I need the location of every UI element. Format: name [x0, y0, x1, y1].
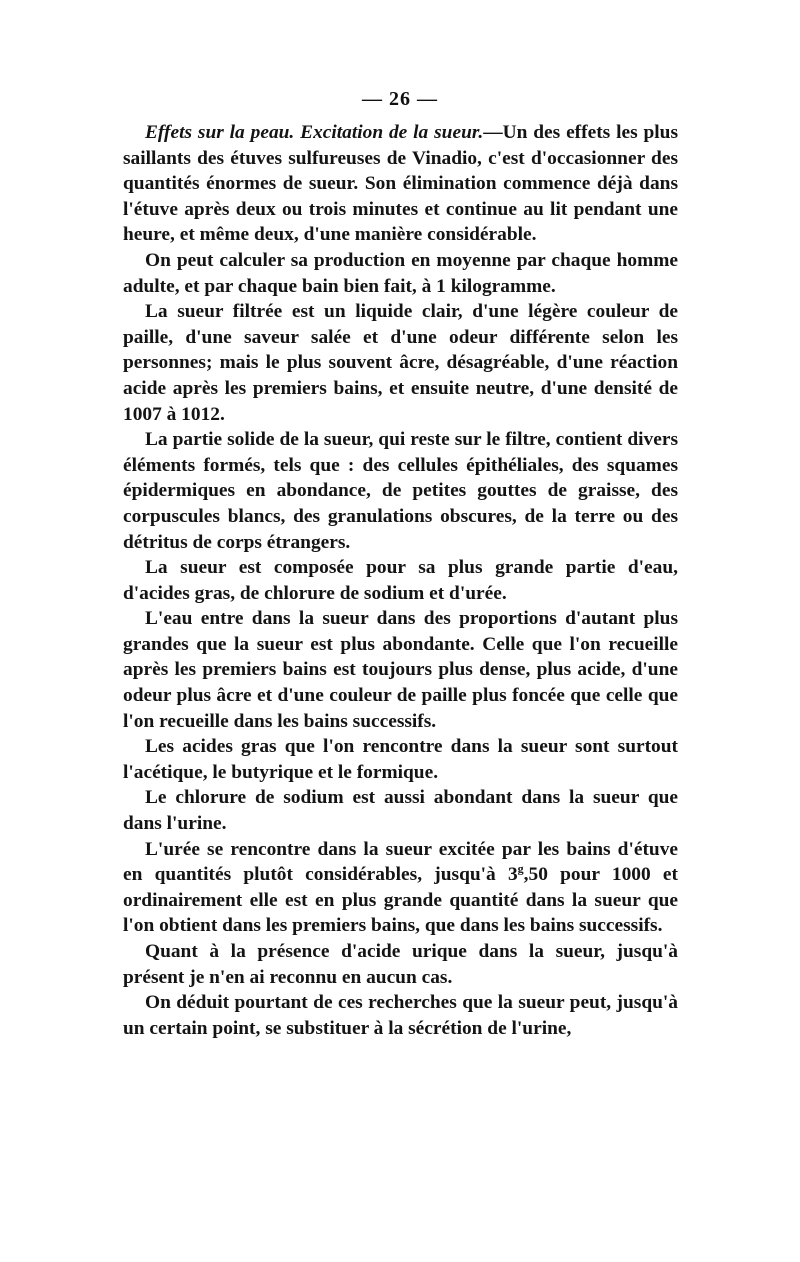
paragraph-sweat-excitation — [123, 120, 678, 248]
paragraph-composition: La sueur est composée pour sa plus grande partie d'eau, d'acides gras, de chlorure de sodium et d'urée. — [123, 557, 678, 604]
paragraph-solid-part: La partie solide de la sueur, qui reste sur le filtre, contient divers éléments formés, tels que : des cellules épithéliales, des squames épidermiques en abondance, de petites gouttes de graisse, des corpuscules blancs, des granulations obscures, de la terre ou des détritus de corps étrangers. — [123, 429, 678, 553]
paragraph-conclusion: On déduit pourtant de ces recherches que la sueur peut, jusqu'à un certain point, se substituer à la sécrétion de l'urine, — [123, 992, 678, 1039]
body-text — [123, 120, 678, 1041]
paragraph-production: On peut calculer sa production en moyenne par chaque homme adulte, et par chaque bain bien fait, à 1 kilogramme. — [123, 249, 678, 297]
page-number: — 26 — — [362, 88, 438, 110]
urea-text-before: L'urée se rencontre dans la sueur excitée par les bains d'étuve en quantités plutôt considérables, jusqu'à 3 — [123, 838, 678, 886]
unit-grams: g — [517, 861, 524, 876]
paragraph-fatty-acids: Les acides gras que l'on rencontre dans la sueur sont surtout l'acétique, le butyrique et le formique. — [123, 736, 678, 783]
paragraph-urea — [123, 837, 678, 939]
paragraph-text: —Un des effets les plus saillants des étuves sulfureuses de Vinadio, c'est d'occasionner des quantités énormes de sueur. Son élimination commence déjà dans l'étuve après deux ou trois minutes et continue au lit pendant une heure, et même deux, d'une manière considérable. — [123, 122, 678, 246]
paragraph-sodium-chloride: Le chlorure de sodium est aussi abondant dans la sueur que dans l'urine. — [123, 787, 678, 835]
paragraph-filtered-sweat: La sueur filtrée est un liquide clair, d'une légère couleur de paille, d'une saveur salée et d'une odeur différente selon les personnes; mais le plus souvent âcre, désagréable, d'une réaction acide après les premiers bains, et ensuite neutre, d'une densité de 1007 à 1012. — [123, 301, 678, 425]
paragraph-water: L'eau entre dans la sueur dans des proportions d'autant plus grandes que la sueur est plus abondante. Celle que l'on recueille après les premiers bains est toujours plus dense, plus acide, d'une odeur plus âcre et d'une couleur de paille plus foncée que celle que l'on recueille dans les bains successifs. — [123, 608, 678, 732]
urea-text-after: ,50 pour 1000 et ordinairement elle est en plus grande quantité dans la sueur que l'on obtient dans les premiers bains, que dans les bains successifs. — [123, 864, 678, 937]
paragraph-uric-acid: Quant à la présence d'acide urique dans la sueur, jusqu'à présent je n'en ai reconnu en aucun cas. — [123, 941, 678, 988]
section-lead: Effets sur la peau. Excitation de la sueur. — [145, 122, 484, 143]
